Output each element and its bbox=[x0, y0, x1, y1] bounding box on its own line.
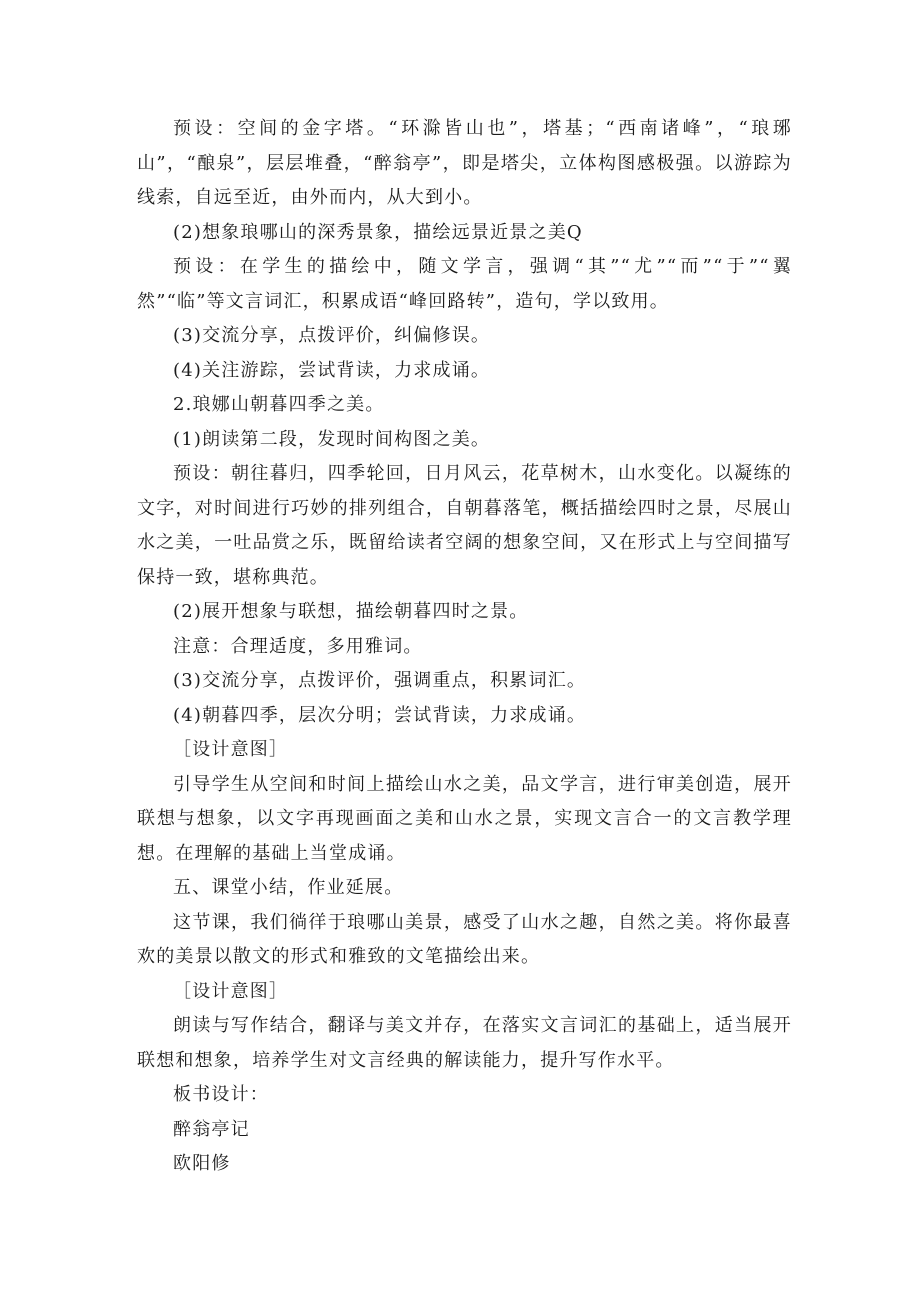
design-intent-label: ［设计意图］ bbox=[173, 739, 289, 760]
step-imagine-scenery: (2)想象琅哪山的深秀景象，描绘远景近景之美Q bbox=[173, 221, 583, 243]
board-design-label: 板书设计： bbox=[173, 1084, 269, 1105]
step-read-second-paragraph: (1)朗读第二段，发现时间构图之美。 bbox=[173, 428, 491, 450]
section-summary-heading: 五、课堂小结，作业延展。 bbox=[173, 877, 404, 898]
step-recite-route: (4)关注游踪，尝试背读，力求成诵。 bbox=[173, 359, 491, 381]
step-share-evaluate: (3)交流分享，点拨评价，纠偏修误。 bbox=[173, 325, 491, 346]
preset-paragraph-time: 预设：朝往暮归，四季轮回，日月风云，花草树木，山水变化。以凝练的文字，对时间进行巧妙的排列组合，自朝暮落笔，概括描绘四时之景，尽展山水之美，一吐品赏之乐，既留给读者空阔的想象空间，又在形式上与空间描写保持一致，堪称典范。 bbox=[137, 463, 792, 588]
homework-paragraph: 这节课，我们徜徉于琅哪山美景，感受了山水之趣，自然之美。将你最喜欢的美景以散文的形式和雅致的文笔描绘出来。 bbox=[137, 911, 792, 967]
preset-paragraph-spatial: 预设：空间的金字塔。“环滁皆山也”，塔基；“西南诸峰”，“琅琊山”，“酿泉”，层层堆叠，“醉翁亭”，即是塔尖，立体构图感极强。以游踪为线索，自远至近，由外而内，从大到小。 bbox=[137, 118, 792, 208]
board-title: 醉翁亭记 bbox=[173, 1118, 250, 1140]
step-imagine-seasons: (2)展开想象与联想，描绘朝暮四时之景。 bbox=[173, 601, 529, 622]
design-intent-paragraph: 引导学生从空间和时间上描绘山水之美，品文学言，进行审美创造，展开联想与想象，以文字再现画面之美和山水之景，实现文言合一的文言教学理想。在理解的基础上当堂成诵。 bbox=[137, 773, 792, 864]
step-share-vocabulary: (3)交流分享，点拨评价，强调重点，积累词汇。 bbox=[173, 670, 587, 691]
preset-paragraph-vocabulary: 预设：在学生的描绘中，随文学言，强调“其”“尤”“而”“于”“翼然”“临”等文言词汇，积累成语“峰回路转”，造句，学以致用。 bbox=[137, 256, 792, 312]
document-body bbox=[137, 112, 792, 1182]
note-paragraph: 注意：合理适度，多用雅词。 bbox=[173, 635, 423, 657]
design-intent-paragraph-2: 朗读与写作结合，翻译与美文并存，在落实文言词汇的基础上，适当展开联想和想象，培养学生对文言经典的解读能力，提升写作水平。 bbox=[137, 1015, 792, 1071]
step-seasons-recite: (4)朝暮四季，层次分明；尝试背读，力求成诵。 bbox=[173, 704, 587, 726]
section-seasons-heading: 2.琅娜山朝暮四季之美。 bbox=[173, 394, 385, 415]
board-author: 欧阳修 bbox=[173, 1153, 231, 1174]
design-intent-label-2: ［设计意图］ bbox=[173, 980, 289, 1002]
